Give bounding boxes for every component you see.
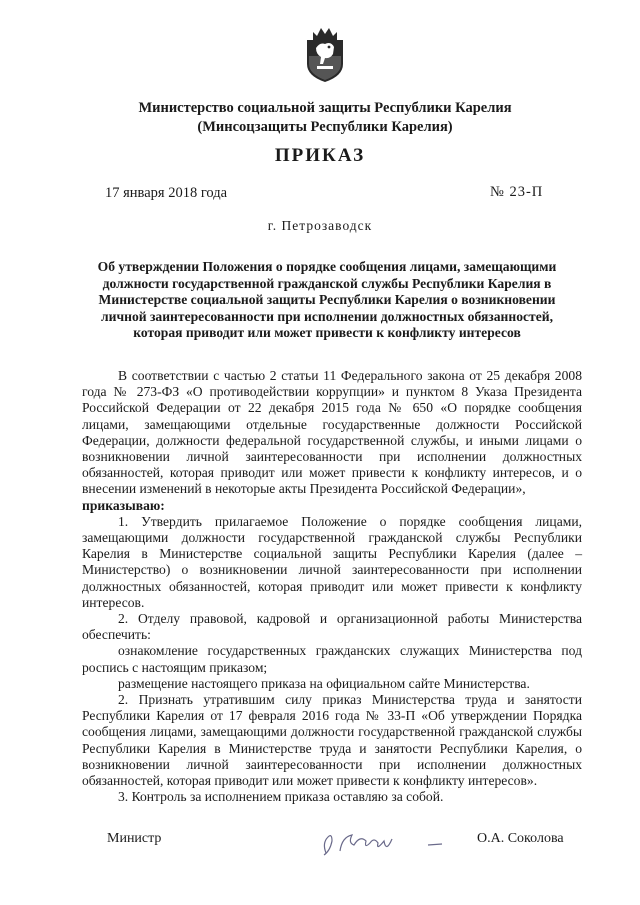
order-item-1: 1. Утвердить прилагаемое Положение о порядке сообщения лицами, замещающими должности государственной гражданской службы Республики Карелия в Министерстве социальной защиты Республики Карелия (далее – Министерство) о возникновении личной заинтересованности при исполнении должностных обязанностей, которая приводит или может привести к конфликту интересов. xyxy=(82,513,582,610)
order-word: приказываю: xyxy=(82,497,165,513)
signer-name: О.А. Соколова xyxy=(477,831,564,846)
document-type: ПРИКАЗ xyxy=(274,145,366,166)
document-body xyxy=(82,368,582,805)
signature-block xyxy=(0,823,640,873)
document-number: № 23-П xyxy=(490,184,544,200)
order-item-4: 3. Контроль за исполнением приказа оставляю за собой. xyxy=(118,789,444,805)
order-item-2b: размещение настоящего приказа на официальном сайте Министерства. xyxy=(118,675,530,691)
order-item-2: 2. Отделу правовой, кадровой и организационной работы Министерства обеспечить: xyxy=(82,611,582,643)
document-city: г. Петрозаводск xyxy=(267,218,373,233)
document-subject: Об утверждении Положения о порядке сообщения лицами, замещающими должности государственной гражданской службы Республики Карелия в Министерстве социальной защиты Республики Карелия о возникновении личной заинтересованности при исполнении должностных обязанностей, которая приводит или может привести к конфликту интересов xyxy=(97,259,557,340)
order-item-2a: ознакомление государственных гражданских служащих Министерства под роспись с настоящим приказом; xyxy=(82,643,582,675)
karelia-coat-of-arms-icon xyxy=(303,26,347,84)
handwritten-signature xyxy=(318,823,448,859)
ministry-full-name: Министерство социальной защиты Республики Карелия xyxy=(138,100,512,116)
ministry-short-name: (Минсоцзащиты Республики Карелия) xyxy=(197,119,453,135)
order-item-3: 2. Признать утратившим силу приказ Министерства труда и занятости Республики Карелия от 17 февраля 2016 года № 33-П «Об утверждении Порядка сообщения лицами, замещающими должности государственной гражданской службы Республики Карелия в Министерстве труда и занятости Республики Карелия, о возникновении личной заинтересованности при исполнении должностных обязанностей, которая приводит или может привести к конфликту интересов». xyxy=(82,692,582,789)
ministry-name xyxy=(60,99,590,137)
preamble-paragraph: В соответствии с частью 2 статьи 11 Федерального закона от 25 декабря 2008 года № 273-ФЗ «О противодействии коррупции» и пунктом 8 Указа Президента Российской Федерации от 22 декабря 2015 года № 650 «О порядке сообщения лицами, замещающими отдельные государственные должности Российской Федерации, должности федеральной государственной службы, и иными лицами о возникновении личной заинтересованности при исполнении должностных обязанностей, которая приводит или может привести к конфликту интересов, и о внесении изменений в некоторые акты Президента Российской Федерации», xyxy=(82,368,582,497)
document-date: 17 января 2018 года xyxy=(105,185,228,201)
signer-title: Министр xyxy=(107,831,162,846)
